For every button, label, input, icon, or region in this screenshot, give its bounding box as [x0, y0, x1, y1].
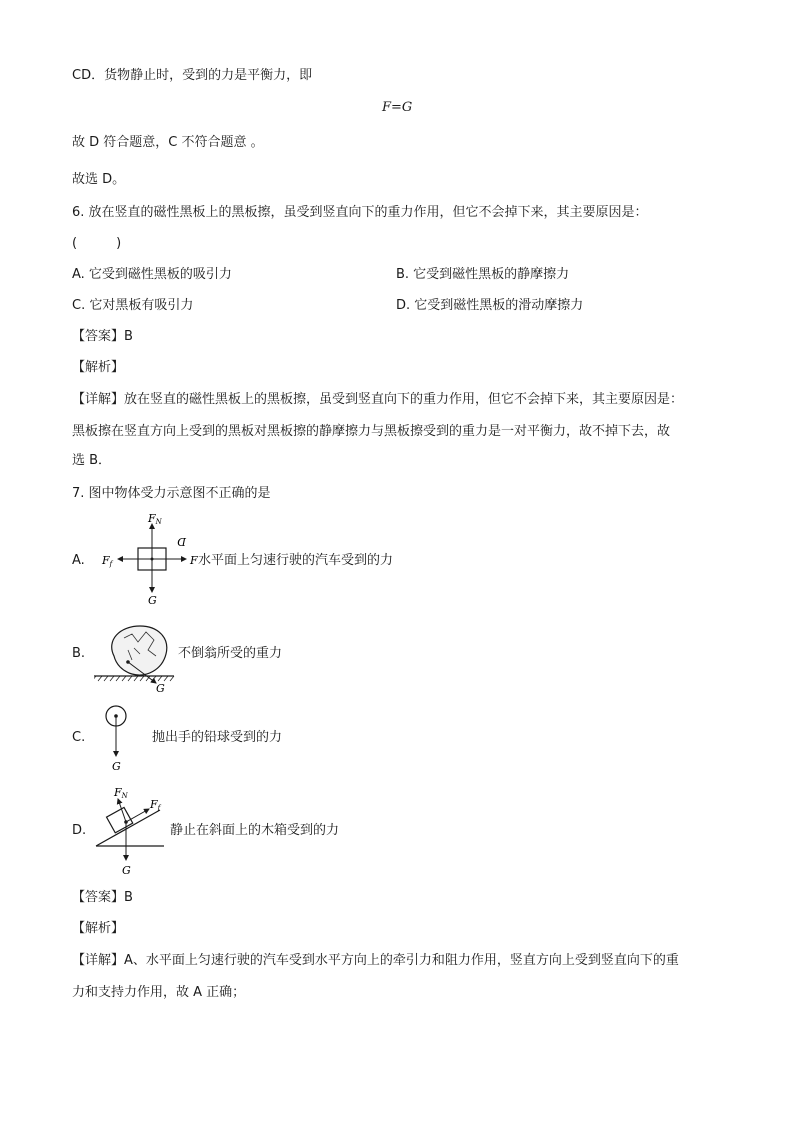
- svg-text:G: G: [148, 594, 157, 607]
- analysis-heading: 【解析】: [72, 360, 125, 375]
- choice-line: 故选 D。: [72, 172, 126, 187]
- option-d-letter: D.: [72, 823, 87, 838]
- car-force-diagram: [98, 512, 208, 607]
- detail-line-1: 【详解】A、水平面上匀速行驶的汽车受到水平方向上的牵引力和阻力作用，竖直方向上受到竖直向下的重: [72, 953, 679, 968]
- option-d-caption: 静止在斜面上的木箱受到的力: [170, 823, 340, 838]
- equation: F=G: [382, 100, 413, 115]
- option-d: D. 它受到磁性黑板的滑动摩擦力: [396, 298, 584, 313]
- svg-text:F: F: [190, 554, 198, 567]
- svg-text:G: G: [122, 864, 131, 877]
- svg-text:FN: FN: [148, 512, 162, 526]
- svg-text:G: G: [156, 682, 165, 695]
- detail-line-1: 【详解】放在竖直的磁性黑板上的黑板擦，虽受到竖直向下的重力作用，但它不会掉下来，其主要原因是：: [72, 392, 684, 407]
- tumbler-diagram: [94, 620, 184, 695]
- cd-explanation-line: CD．货物静止时，受到的力是平衡力，即: [72, 68, 313, 83]
- detail-line-3: 选 B．: [72, 453, 112, 468]
- svg-text:FN: FN: [114, 786, 128, 800]
- option-c-caption: 抛出手的铅球受到的力: [152, 730, 283, 745]
- question-7-stem: 7. 图中物体受力示意图不正确的是: [72, 486, 271, 501]
- option-c-letter: C.: [72, 730, 86, 745]
- option-b-letter: B.: [72, 646, 86, 661]
- svg-text:G: G: [112, 760, 121, 773]
- detail-line-2: 黑板擦在竖直方向上受到的黑板对黑板擦的静摩擦力与黑板擦受到的重力是一对平衡力，故不掉下去，故: [72, 424, 671, 439]
- conclusion-line: 故 D 符合题意，C 不符合题意 。: [72, 135, 264, 150]
- answer-label: 【答案】B: [72, 890, 133, 905]
- question-6-blank: ( ): [72, 236, 122, 251]
- option-a-caption: 水平面上匀速行驶的汽车受到的力: [198, 553, 394, 568]
- detail-line-2: 力和支持力作用，故 A 正确；: [72, 985, 246, 1000]
- answer-label: 【答案】B: [72, 329, 133, 344]
- analysis-heading: 【解析】: [72, 921, 125, 936]
- svg-text:Ff: Ff: [150, 798, 161, 812]
- question-6-stem: 6. 放在竖直的磁性黑板上的黑板擦，虽受到竖直向下的重力作用，但它不会掉下来，其主要原因是：: [72, 205, 648, 220]
- option-a: A. 它受到磁性黑板的吸引力: [72, 267, 232, 282]
- svg-text:Ff: Ff: [102, 554, 113, 568]
- option-a-letter: A.: [72, 553, 85, 568]
- svg-text:D: D: [177, 535, 186, 548]
- option-c: C. 它对黑板有吸引力: [72, 298, 194, 313]
- option-b: B. 它受到磁性黑板的静摩擦力: [396, 267, 570, 282]
- incline-box-diagram: [92, 786, 172, 878]
- option-b-caption: 不倒翁所受的重力: [178, 646, 283, 661]
- shot-put-diagram: [100, 704, 140, 774]
